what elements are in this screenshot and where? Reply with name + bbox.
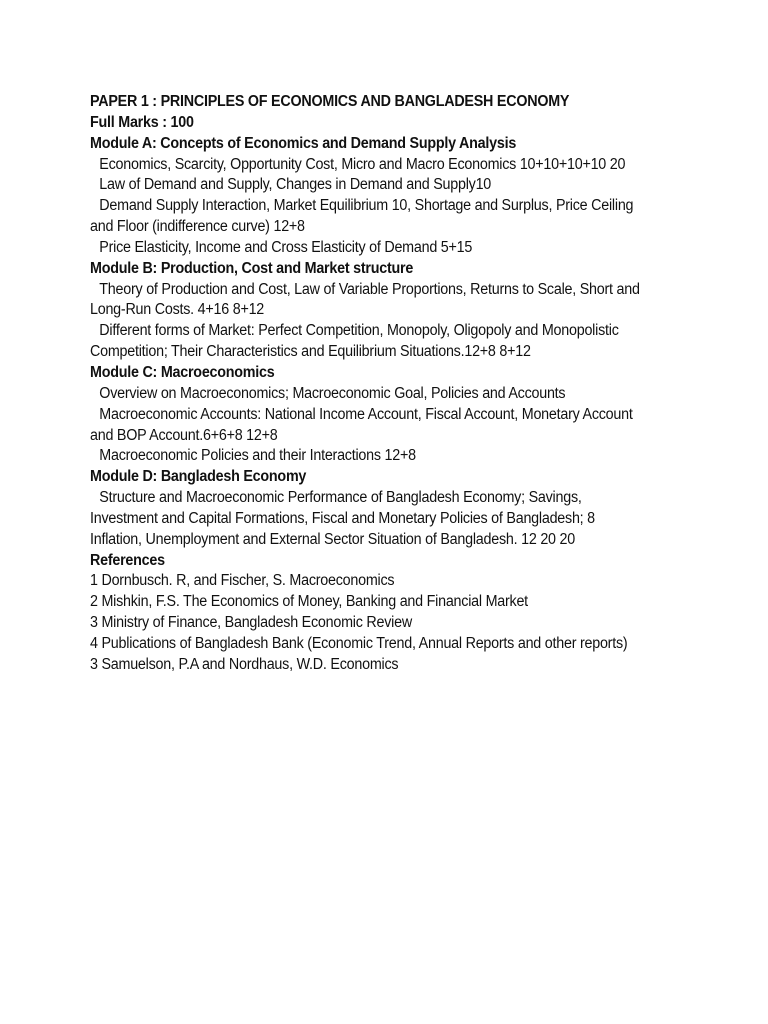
module-d-heading: Module D: Bangladesh Economy [90,468,307,486]
topic-text: Economics, Scarcity, Opportunity Cost, Micro and Macro Economics 10+10+10+10 20 [99,155,626,173]
module-c-topic [90,384,741,405]
module-b-topic [90,321,741,342]
module-a-topic [90,155,741,176]
module-a-topic [90,196,741,217]
topic-text: Structure and Macroeconomic Performance of Bangladesh Economy; Savings, [99,489,582,507]
reference-item: 1 Dornbusch. R, and Fischer, S. Macroeconomics [90,572,395,590]
module-b-topic-continuation: Competition; Their Characteristics and Equilibrium Situations.12+8 8+12 [90,343,531,361]
reference-item: 3 Samuelson, P.A and Nordhaus, W.D. Economics [90,655,399,673]
topic-text: Law of Demand and Supply, Changes in Demand and Supply10 [99,176,492,194]
topic-text: Theory of Production and Cost, Law of Variable Proportions, Returns to Scale, Short and [99,280,640,298]
topic-text: Different forms of Market: Perfect Competition, Monopoly, Oligopoly and Monopolistic [99,322,619,340]
topic-text: Price Elasticity, Income and Cross Elasticity of Demand 5+15 [99,238,473,256]
topic-text: Demand Supply Interaction, Market Equilibrium 10, Shortage and Surplus, Price Ceiling [99,197,634,215]
reference-item: 3 Ministry of Finance, Bangladesh Economic Review [90,614,412,632]
module-b-heading: Module B: Production, Cost and Market structure [90,259,414,277]
module-b-topic-continuation: Long-Run Costs. 4+16 8+12 [90,301,265,319]
module-b-topic [90,280,741,301]
topic-text: Overview on Macroeconomics; Macroeconomic Goal, Policies and Accounts [99,384,566,402]
module-a-topic [90,175,741,196]
module-a-topic [90,238,741,259]
module-d-topic [90,488,741,509]
full-marks: Full Marks : 100 [90,113,194,131]
module-c-topic [90,405,741,426]
module-d-topic-continuation: Inflation, Unemployment and External Sector Situation of Bangladesh. 12 20 20 [90,530,575,548]
module-a-topic-continuation: and Floor (indifference curve) 12+8 [90,218,305,236]
module-c-heading: Module C: Macroeconomics [90,363,275,381]
reference-item: 2 Mishkin, F.S. The Economics of Money, Banking and Financial Market [90,593,528,611]
topic-text: Macroeconomic Policies and their Interactions 12+8 [99,447,416,465]
reference-item: 4 Publications of Bangladesh Bank (Economic Trend, Annual Reports and other reports) [90,634,628,652]
module-c-topic [90,446,741,467]
module-d-topic-continuation: Investment and Capital Formations, Fiscal and Monetary Policies of Bangladesh; 8 [90,509,595,527]
syllabus-text [90,92,741,676]
module-a-heading: Module A: Concepts of Economics and Demand Supply Analysis [90,134,517,152]
references-heading: References [90,551,165,569]
module-c-topic-continuation: and BOP Account.6+6+8 12+8 [90,426,278,444]
topic-text: Macroeconomic Accounts: National Income Account, Fiscal Account, Monetary Account [99,405,633,423]
paper-title: PAPER 1 : PRINCIPLES OF ECONOMICS AND BANGLADESH ECONOMY [90,93,570,110]
